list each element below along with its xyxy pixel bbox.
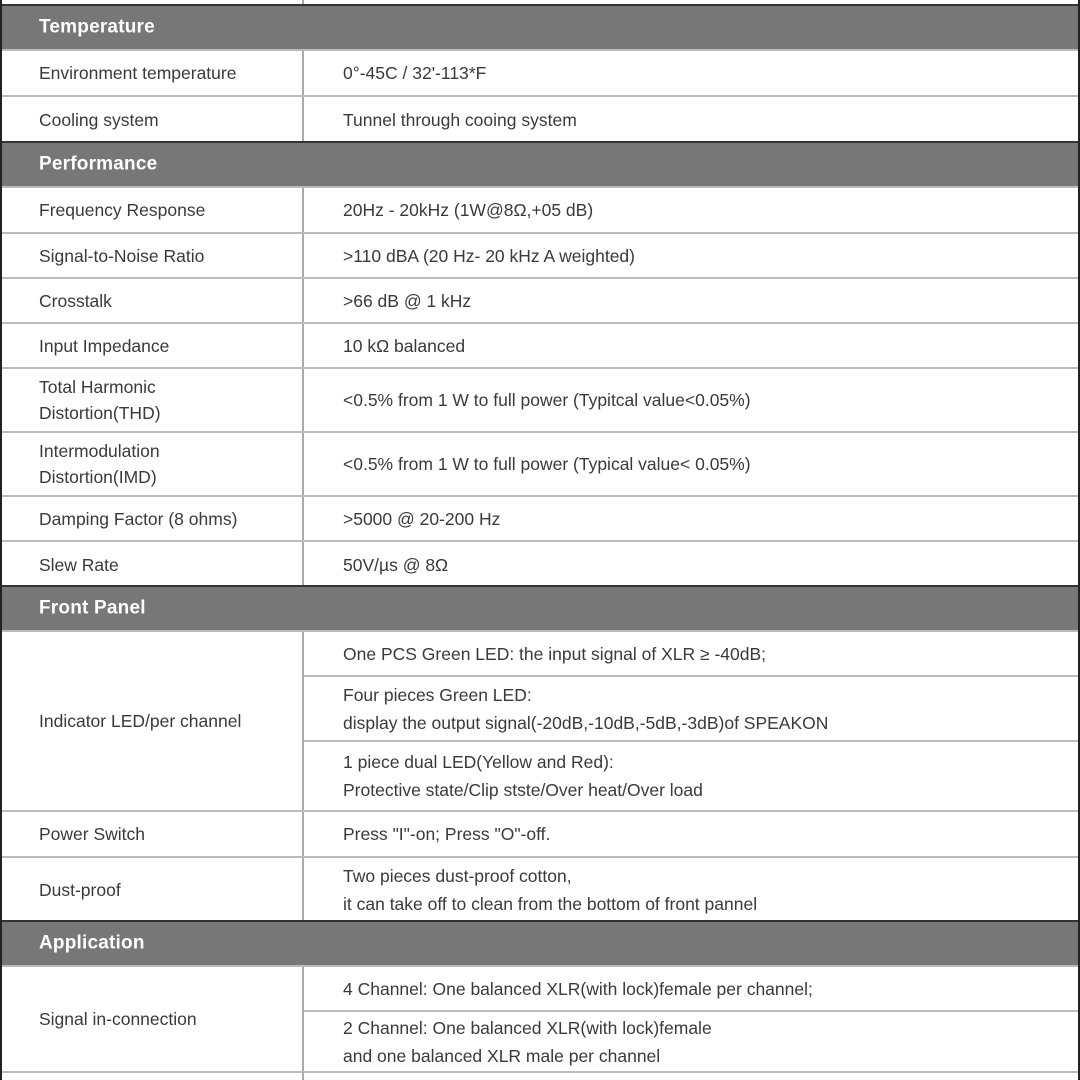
table-row [0,324,1080,369]
row-label-line: Distortion(THD) [39,403,161,423]
row-label: Cooling system [0,97,304,143]
section-header-application [0,920,1080,967]
section-title: Temperature [39,16,155,38]
row-value: 10 kΩ balanced [343,335,466,356]
row-label: Slew Rate [0,542,304,587]
row-value [304,858,1080,921]
row-label: Environment temperature [0,51,304,95]
row-value: Press "I"-on; Press "O"-off. [343,824,551,844]
row-label: Frequency Response [0,188,304,232]
sub-value-line: One PCS Green LED: the input signal of XLR ≥ -40dB; [343,643,767,664]
section-header-performance [0,141,1080,188]
row-value: >110 dBA (20 Hz- 20 kHz A weighted) [343,245,635,266]
row-value: >66 dB @ 1 kHz [343,290,472,311]
sub-value-line: 1 piece dual LED(Yellow and Red): [343,752,614,772]
section-title: Performance [39,153,158,175]
row-label: Signal in-connection [0,967,304,1071]
row-label: Dust-proof [0,858,304,921]
table-row [0,279,1080,324]
section-header-temperature [0,4,1080,51]
sub-value-line: 2 Channel: One balanced XLR(with lock)female [343,1017,712,1038]
row-label: Input Impedance [0,324,304,367]
sub-value [304,1012,1080,1071]
table-row [0,433,1080,497]
row-value: Tunnel through cooing system [343,110,577,130]
row-label-line: Distortion(IMD) [39,467,157,487]
row-label: Signal-to-Noise Ratio [0,234,304,277]
sub-value [304,677,1080,742]
section-title: Application [39,932,145,954]
row-value-line: it can take off to clean from the bottom of front pannel [343,893,758,914]
row-label: Indicator LED/per channel [0,632,304,810]
table-row [0,632,1080,812]
row-value: >5000 @ 20-200 Hz [343,508,501,529]
section-header-front-panel [0,585,1080,632]
row-label: Damping Factor (8 ohms) [0,497,304,540]
row-value: 20Hz - 20kHz (1W@8Ω,+05 dB) [343,200,594,220]
sub-value-line: 4 Channel: One balanced XLR(with lock)female per channel; [343,978,813,999]
row-value: 50V/µs @ 8Ω [343,554,449,575]
table-row [0,97,1080,143]
table-row [0,967,1080,1073]
table-row [0,542,1080,587]
table-row [0,812,1080,858]
sub-value [304,632,1080,677]
table-row [0,369,1080,433]
row-label: Crosstalk [0,279,304,322]
row-value: 0°-45C / 32'-113*F [343,63,487,83]
table-row [0,188,1080,234]
table-row [0,234,1080,279]
row-value: <0.5% from 1 W to full power (Typitcal value<0.05%) [343,390,751,410]
row-value: <0.5% from 1 W to full power (Typical value< 0.05%) [343,454,751,474]
table-row [0,51,1080,97]
next-row-remnant [0,1072,1080,1080]
section-title: Front Panel [39,597,146,619]
table-row [0,858,1080,921]
sub-value-line: Protective state/Clip stste/Over heat/Over load [343,780,703,800]
table-row [0,497,1080,542]
sub-value [304,742,1080,810]
column-divider [302,1072,304,1080]
row-value-line: Two pieces dust-proof cotton, [343,865,572,886]
sub-value-line: display the output signal(-20dB,-10dB,-5dB,-3dB)of SPEAKON [343,712,829,733]
row-label: Power Switch [0,812,304,856]
row-label [0,433,304,495]
table-left-border [0,0,2,1080]
row-label-line: Intermodulation [39,441,160,461]
sub-value [304,967,1080,1012]
row-label [0,369,304,431]
sub-value-line: and one balanced XLR male per channel [343,1045,661,1066]
row-label-line: Total Harmonic [39,377,156,397]
sub-value-line: Four pieces Green LED: [343,684,532,705]
